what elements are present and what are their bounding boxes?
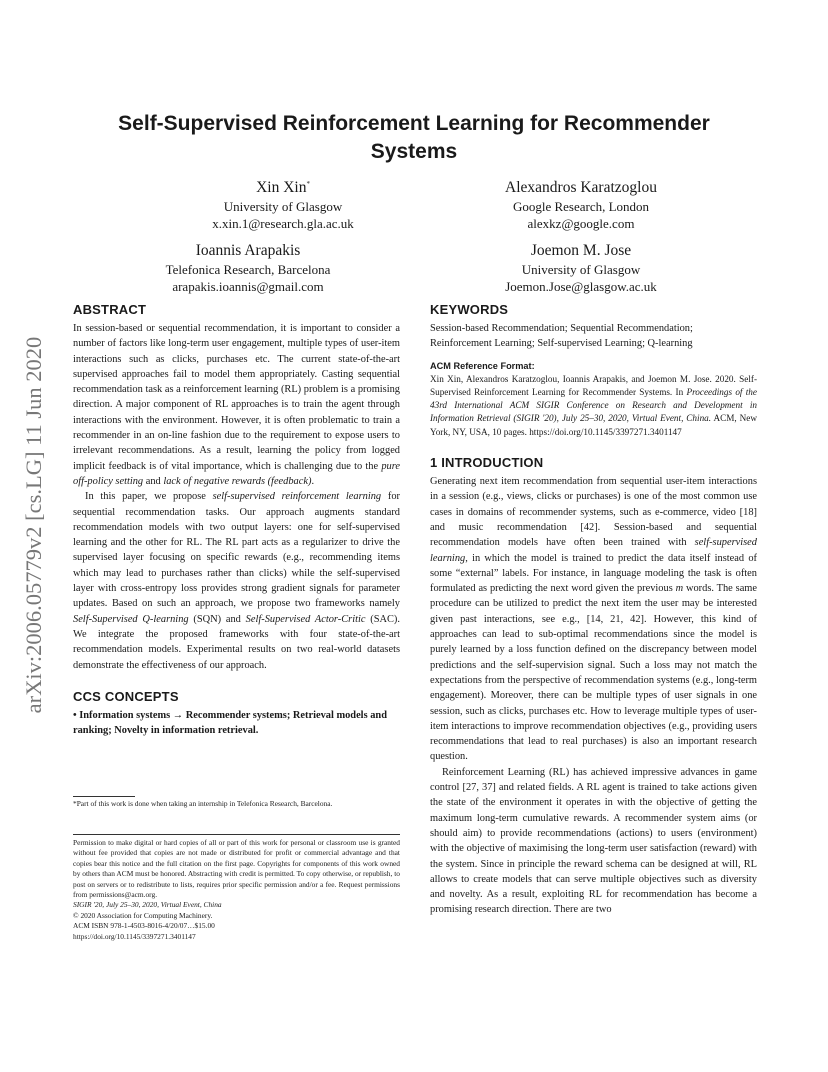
paper-title: Self-Supervised Reinforcement Learning for Recommender Systems (118, 112, 710, 163)
introduction-paragraph-2: Reinforcement Learning (RL) has achieved impressive advances in game control [27, 37] and related fields. A RL agent is trained to take actions given the state of the environment it operates in with the objective of getting the maximum long-term cumulative rewards. A recommender system aims (or should aim) to provide recommendations (actions) to users (environment) with the objective of maximising the long-term user satisfaction (reward) with the system. Since in principle the reward schema can be designed at will, RL allows to create models that can serve multiple objectives such as diversity and novelty. As a result, exploiting RL for recommendation has become a promising research direction. There are two (430, 766, 757, 916)
keywords-heading: KEYWORDS (430, 302, 509, 317)
abstract-paragraph-2: In this paper, we propose self-supervised reinforcement learning for sequential recommendation tasks. Our approach augments standard recommendation models with two output layers: one for self-supervised learning and the other for RL. The RL part acts as a regularizer to drive the supervised layer focusing on specific rewards (e.g., recommending items which may lead to purchases rather than clicks) while the self-supervised layer with cross-entropy loss provides strong gradient signals for parameter updates. Based on such an approach, we propose two frameworks namely Self-Supervised Q-learning (SQN) and Self-Supervised Actor-Critic (SAC). We integrate the proposed frameworks with four state-of-the-art recommendation models. Experimental results on two real-world datasets demonstrate the effectiveness of our approach. (73, 491, 400, 671)
keywords-text: Session-based Recommendation; Sequential Recommendation; Reinforcement Learning; Self-supervised Learning; Q-learning (430, 323, 693, 350)
author-email[interactable]: alexkz@google.com (527, 216, 635, 231)
author-block-1 (138, 178, 428, 232)
ccs-concepts: • Information systems → Recommender systems; Retrieval models and ranking; Novelty in information retrieval. (73, 709, 387, 737)
author-block-2 (436, 178, 726, 232)
ccs-heading: CCS CONCEPTS (73, 688, 179, 704)
abstract-paragraph-1: In session-based or sequential recommendation, it is important to consider a number of factors like long-term user engagement, multiple types of user-item interactions such as clicks, purchases etc. The current state-of-the-art supervised approaches fail to model them appropriately. Casting sequential recommendation task as a reinforcement learning (RL) problem is a promising direction. A major component of RL approaches is to train the agent through interactions with the environment. However, it is often problematic to train a recommender in an on-line fashion due to the requirement to expose users to irrelevant recommendations. As a result, learning the policy from logged implicit feedback is of vital importance, which is challenging due to the pure off-policy setting and lack of negative rewards (feedback). (73, 323, 400, 487)
author-name: Xin Xin* (256, 179, 310, 196)
acm-reference-heading: ACM Reference Format: (430, 360, 535, 371)
doi-link[interactable]: https://doi.org/10.1145/3397271.3401147 (73, 931, 196, 941)
arxiv-identifier-text: arXiv:2006.05779v2 [cs.LG] 11 Jun 2020 (21, 336, 46, 714)
author-block-4 (436, 241, 726, 295)
left-column (73, 302, 400, 738)
author-email[interactable]: Joemon.Jose@glasgow.ac.uk (505, 279, 657, 294)
author-email[interactable]: arapakis.ioannis@gmail.com (172, 279, 324, 294)
permission-block (73, 838, 400, 942)
author-name: Ioannis Arapakis (195, 242, 301, 259)
author-affiliation: University of Glasgow (521, 262, 641, 277)
author-affiliation: University of Glasgow (223, 199, 343, 214)
isbn: ACM ISBN 978-1-4503-8016-4/20/07…$15.00 (73, 921, 215, 931)
author-affiliation: Google Research, London (512, 199, 650, 214)
right-column (430, 302, 757, 918)
venue: SIGIR '20, July 25–30, 2020, Virtual Event, China (73, 900, 222, 910)
acm-reference-text: Xin Xin, Alexandros Karatzoglou, Ioannis Arapakis, and Joemon M. Jose. 2020. Self-Supervised Reinforcement Learning for Recommender Systems. In Proceedings of the 43rd International ACM SIGIR Conference on Research and Development in Information Retrieval (SIGIR '20), July 25–30, 2020, Virtual Event, China. ACM, New York, NY, USA, 10 pages. https://doi.org/10.1145/3397271.3401147 (430, 373, 757, 437)
author-affiliation: Telefonica Research, Barcelona (165, 262, 331, 277)
author-name: Joemon M. Jose (530, 242, 632, 259)
copyright: © 2020 Association for Computing Machinery. (73, 910, 213, 920)
author-block-3 (103, 241, 393, 295)
footnote: *Part of this work is done when taking an internship in Telefonica Research, Barcelona. (73, 799, 333, 808)
arxiv-identifier (22, 290, 46, 760)
introduction-paragraph-1: Generating next item recommendation from sequential user-item interactions in a session (e.g., views, clicks or purchases) is one of the most common use cases in domains of recommender systems, such as e-commerce, video [18] and music recommendation [42]. Session-based and sequential recommendation models have often been trained with self-supervised learning, in which the model is trained to predict the data itself instead of some “external” labels. For instance, in language modeling the task is often formulated as predicting the next word given the previous m words. The same procedure can be utilized to predict the next item the user may be interested given past interactions, see e.g., [14, 21, 42]. However, this kind of approaches can lead to sub-optimal recommendations since the model is purely learned by a loss function defined on the discrepancy between model predictions and the self-supervision signal. Such a loss may not match the expectations from the perspective of recommendation systems (e.g., long-term engagement). Moreover, there can be multiple types of user signals in one session, such as clicks, purchases etc. How to leverage multiple types of user-item interactions to improve recommendation objectives (e.g., providing users recommendations that lead to real purchases) is also an important research question. (430, 476, 757, 763)
author-name: Alexandros Karatzoglou (505, 179, 657, 196)
introduction-heading: 1 INTRODUCTION (430, 455, 544, 471)
abstract-heading: ABSTRACT (73, 302, 147, 317)
permission-divider (73, 834, 400, 835)
footnote-divider (73, 796, 135, 797)
author-email[interactable]: x.xin.1@research.gla.ac.uk (212, 216, 354, 231)
permission-text: Permission to make digital or hard copies of all or part of this work for personal or classroom use is granted without fee provided that copies are not made or distributed for profit or commercial advantage and that copies bear this notice and the full citation on the first page. Copyrights for components of this work owned by others than ACM must be honored. Abstracting with credit is permitted. To copy otherwise, or republish, to post on servers or to redistribute to lists, requires prior specific permission and/or a fee. Request permissions from permissions@acm.org. (73, 838, 400, 900)
